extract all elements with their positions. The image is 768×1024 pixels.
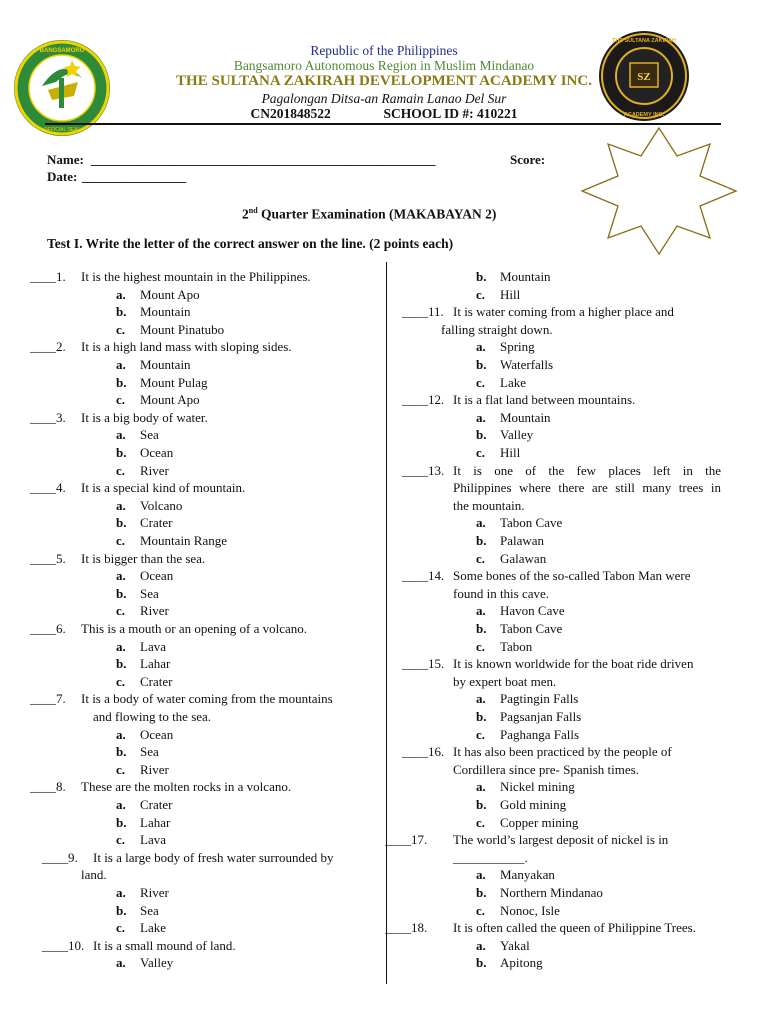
option-text: Nickel mining: [500, 779, 575, 795]
answer-option: [116, 286, 200, 304]
school-ids: [0, 106, 768, 122]
answer-option: [476, 796, 566, 814]
option-letter: b.: [476, 533, 487, 548]
option-letter: b.: [116, 304, 127, 320]
answer-option: [476, 778, 575, 796]
answer-option: [116, 444, 173, 462]
option-letter: c.: [116, 832, 126, 848]
option-letter: a.: [116, 568, 126, 584]
option-text: Palawan: [500, 533, 545, 548]
svg-text:BANGSAMORO: BANGSAMORO: [39, 48, 85, 54]
date-blank[interactable]: ________________: [82, 169, 186, 184]
option-text: Copper mining: [500, 814, 579, 830]
answer-option: [116, 514, 172, 532]
answer-option: [476, 514, 562, 532]
score-label: Score:: [510, 152, 546, 167]
exam-title: 2nd Quarter Examination (MAKABAYAN 2): [242, 206, 497, 222]
option-letter: c.: [116, 673, 126, 689]
option-text: Mount Apo: [140, 286, 200, 302]
option-letter: a.: [476, 691, 486, 707]
question-text: It is often called the queen of Philippine Trees.: [453, 920, 696, 936]
option-text: Pagsanjan Falls: [500, 709, 582, 724]
question-text: It is water coming from a higher place and: [453, 304, 674, 320]
answer-option: [476, 937, 530, 955]
option-text: Hill: [500, 286, 521, 302]
question-text: It is a big body of water.: [81, 409, 208, 425]
option-text: Apitong: [500, 955, 543, 971]
answer-option: [116, 426, 159, 444]
answer-option: [116, 831, 166, 849]
question-text: The world’s largest deposit of nickel is in: [453, 832, 669, 848]
question-number: ____5.: [30, 550, 66, 566]
answer-option: [116, 884, 169, 902]
option-letter: c.: [476, 374, 486, 390]
option-letter: c.: [476, 814, 486, 830]
svg-text:THE SULTANA ZAKIRAH: THE SULTANA ZAKIRAH: [611, 38, 677, 44]
answer-option: [476, 444, 520, 462]
answer-option: [116, 356, 191, 374]
question-text: land.: [81, 867, 107, 883]
answer-option: [116, 726, 173, 744]
option-text: Hill: [500, 445, 521, 460]
question-text: It is a flat land between mountains.: [453, 392, 636, 408]
option-letter: a.: [116, 726, 126, 742]
option-letter: c.: [476, 550, 486, 566]
question-text: by expert boat men.: [453, 673, 557, 689]
question-number: ____1.: [30, 269, 66, 284]
region-line: Bangsamoro Autonomous Region in Muslim Mindanao: [233, 58, 535, 73]
option-letter: b.: [116, 515, 127, 531]
option-letter: c.: [116, 392, 126, 408]
option-letter: b.: [116, 445, 127, 460]
option-text: Tabon Cave: [500, 621, 563, 636]
option-letter: a.: [116, 797, 126, 812]
test-instructions: Test I. Write the letter of the correct answer on the line. (2 points each): [47, 236, 454, 251]
name-blank[interactable]: _____________________________________________________: [91, 152, 436, 167]
option-text: Manyakan: [500, 867, 555, 883]
option-letter: a.: [476, 603, 486, 619]
question-text: Cordillera since pre- Spanish times.: [453, 761, 639, 777]
answer-option: [476, 550, 546, 568]
question-text: It is one of the few places left in the: [453, 462, 721, 478]
option-letter: b.: [116, 585, 127, 601]
option-text: Valley: [140, 955, 174, 971]
question-text: It is a small mound of land.: [93, 937, 236, 953]
option-text: Ocean: [140, 568, 174, 584]
option-text: Lake: [140, 920, 166, 936]
answer-option: [116, 567, 173, 585]
column-divider: [386, 262, 387, 984]
date-label: Date:: [47, 169, 78, 184]
option-letter: b.: [476, 269, 487, 284]
question-text: It is the highest mountain in the Philippines.: [81, 269, 311, 284]
question-number: ____3.: [30, 409, 66, 425]
question-text: It is bigger than the sea.: [81, 550, 206, 566]
option-text: Sea: [140, 902, 159, 918]
option-text: Ocean: [140, 726, 174, 742]
option-text: Lava: [140, 638, 166, 654]
question-text: ___________.: [453, 849, 528, 865]
answer-option: [116, 954, 173, 972]
answer-option: [116, 655, 170, 673]
question-text: It is a high land mass with sloping sides.: [81, 339, 292, 355]
school-id: SCHOOL ID #: 410221: [383, 106, 518, 121]
question-number: ____8.: [30, 779, 66, 795]
question-number: ____13.: [402, 462, 445, 478]
answer-option: [476, 356, 553, 374]
answer-option: [476, 409, 551, 427]
option-text: Tabon Cave: [500, 515, 563, 531]
name-label: Name:: [47, 152, 84, 167]
answer-option: [116, 303, 191, 321]
answer-option: [116, 585, 159, 603]
answer-option: [476, 884, 603, 902]
option-letter: a.: [116, 497, 126, 513]
answer-option: [116, 638, 166, 656]
question-number: ____18.: [385, 920, 428, 936]
option-text: Crater: [140, 797, 173, 812]
option-letter: a.: [116, 286, 126, 302]
question-text: It is a large body of fresh water surrounded by: [93, 849, 334, 865]
svg-text:SZ: SZ: [637, 71, 651, 83]
option-letter: b.: [476, 885, 487, 900]
question-text: It is known worldwide for the boat ride driven: [453, 656, 694, 672]
option-text: Sea: [140, 427, 159, 443]
option-text: Tabon: [500, 638, 533, 654]
question-number: ____6.: [30, 621, 66, 636]
answer-option: [116, 321, 224, 339]
option-letter: b.: [116, 374, 127, 390]
answer-option: [476, 338, 535, 356]
option-letter: a.: [116, 357, 126, 372]
option-letter: a.: [476, 779, 486, 795]
question-text: Philippines where there are still many trees in: [453, 480, 721, 496]
answer-option: [476, 286, 520, 304]
answer-option: [476, 866, 555, 884]
question-number: ____17.: [385, 832, 428, 848]
question-text: the mountain.: [453, 497, 525, 513]
option-letter: b.: [476, 621, 487, 636]
answer-option: [476, 954, 543, 972]
school-name: THE SULTANA ZAKIRAH DEVELOPMENT ACADEMY INC.: [176, 73, 592, 89]
option-text: Sea: [140, 585, 159, 601]
option-text: Ocean: [140, 445, 174, 460]
option-text: Mountain Range: [140, 533, 228, 548]
answer-option: [476, 726, 579, 744]
answer-option: [476, 532, 544, 550]
republic-line: Republic of the Philippines: [310, 43, 458, 58]
answer-option: [476, 708, 581, 726]
question-number: ____16.: [402, 744, 445, 760]
option-letter: a.: [476, 409, 486, 425]
option-text: Yakal: [500, 937, 530, 953]
option-text: Havon Cave: [500, 603, 565, 619]
option-letter: a.: [476, 339, 486, 355]
option-text: Mountain: [140, 304, 191, 320]
option-letter: b.: [116, 744, 127, 760]
answer-option: [116, 602, 169, 620]
option-text: Gold mining: [500, 797, 567, 812]
option-text: Lava: [140, 832, 166, 848]
option-letter: c.: [116, 920, 126, 936]
question-number: ____15.: [402, 656, 445, 672]
question-text: This is a mouth or an opening of a volcano.: [81, 621, 308, 636]
answer-option: [476, 268, 551, 286]
option-letter: b.: [476, 797, 487, 812]
answer-option: [476, 814, 578, 832]
option-letter: a.: [476, 867, 486, 883]
option-letter: b.: [116, 814, 127, 830]
question-text: and flowing to the sea.: [93, 709, 212, 724]
question-number: ____10.: [42, 937, 85, 953]
answer-option: [116, 902, 159, 920]
answer-option: [116, 673, 172, 691]
option-text: River: [140, 885, 169, 900]
question-text: found in this cave.: [453, 585, 550, 601]
answer-option: [476, 620, 562, 638]
answer-option: [116, 374, 208, 392]
option-letter: b.: [476, 955, 487, 971]
answer-option: [116, 743, 159, 761]
option-letter: c.: [116, 462, 126, 478]
answer-option: [476, 690, 578, 708]
option-letter: a.: [116, 885, 126, 900]
option-text: Mountain: [140, 357, 191, 372]
answer-option: [476, 638, 532, 656]
option-text: Mountain: [500, 269, 551, 284]
question-number: ____7.: [30, 691, 66, 707]
option-letter: b.: [476, 427, 487, 443]
option-text: Sea: [140, 744, 159, 760]
question-number: ____11.: [402, 304, 444, 320]
answer-option: [476, 602, 565, 620]
question-text: It is a special kind of mountain.: [81, 480, 246, 496]
option-text: Valley: [500, 427, 534, 443]
option-text: Nonoc, Isle: [500, 902, 560, 918]
option-text: River: [140, 761, 169, 777]
option-letter: c.: [116, 533, 126, 548]
question-text: It is a body of water coming from the mountains: [81, 691, 333, 707]
option-letter: b.: [476, 709, 487, 724]
question-number: ____14.: [402, 568, 445, 584]
answer-option: [476, 902, 560, 920]
option-text: Spring: [500, 339, 535, 355]
score-star: [580, 126, 738, 256]
option-letter: c.: [116, 321, 126, 337]
option-text: Paghanga Falls: [500, 726, 580, 742]
answer-option: [116, 462, 169, 480]
option-letter: c.: [116, 603, 126, 619]
option-letter: c.: [116, 761, 126, 777]
option-text: Crater: [140, 673, 173, 689]
question-number: ____4.: [30, 480, 66, 496]
answer-option: [476, 426, 533, 444]
option-text: River: [140, 462, 169, 478]
option-letter: c.: [476, 726, 486, 742]
header-rule: [45, 123, 721, 125]
question-number: ____9.: [42, 849, 78, 865]
answer-option: [116, 796, 172, 814]
question-number: ____2.: [30, 339, 66, 355]
option-letter: c.: [476, 902, 486, 918]
option-text: Mount Pulag: [140, 374, 208, 390]
option-letter: a.: [116, 638, 126, 654]
question-text: Some bones of the so-called Tabon Man were: [453, 568, 691, 584]
option-text: Volcano: [140, 497, 183, 513]
option-text: Crater: [140, 515, 173, 531]
option-text: Mount Apo: [140, 392, 200, 408]
question-number: ____12.: [402, 392, 445, 408]
option-text: Northern Mindanao: [500, 885, 603, 900]
option-text: Mountain: [500, 409, 551, 425]
answer-option: [116, 391, 200, 409]
answer-option: [116, 532, 227, 550]
answer-option: [116, 497, 182, 515]
option-letter: a.: [116, 955, 126, 971]
option-letter: a.: [476, 937, 486, 953]
question-text: These are the molten rocks in a volcano.: [81, 779, 292, 795]
option-letter: b.: [116, 902, 127, 918]
option-text: Waterfalls: [500, 357, 554, 372]
option-letter: b.: [116, 656, 127, 672]
answer-option: [116, 814, 170, 832]
svg-text:OFFICIAL SEAL: OFFICIAL SEAL: [43, 127, 81, 133]
option-text: Mount Pinatubo: [140, 321, 225, 337]
option-letter: a.: [476, 515, 486, 531]
option-letter: a.: [116, 427, 126, 443]
question-text: It has also been practiced by the people of: [453, 744, 672, 760]
answer-option: [476, 374, 526, 392]
answer-option: [116, 761, 169, 779]
option-text: Lahar: [140, 656, 171, 672]
cn-number: CN201848522: [250, 106, 331, 121]
svg-text:ACADEMY INC.: ACADEMY INC.: [623, 112, 665, 118]
question-text: falling straight down.: [441, 321, 553, 337]
option-text: Lahar: [140, 814, 171, 830]
option-text: Pagtingin Falls: [500, 691, 579, 707]
option-letter: c.: [476, 445, 486, 460]
option-text: River: [140, 603, 169, 619]
option-letter: b.: [476, 357, 487, 372]
answer-option: [116, 919, 166, 937]
option-text: Lake: [500, 374, 526, 390]
school-address: Pagalongan Ditsa-an Ramain Lanao Del Sur: [261, 91, 507, 106]
option-text: Galawan: [500, 550, 547, 566]
option-letter: c.: [476, 638, 486, 654]
option-letter: c.: [476, 286, 486, 302]
